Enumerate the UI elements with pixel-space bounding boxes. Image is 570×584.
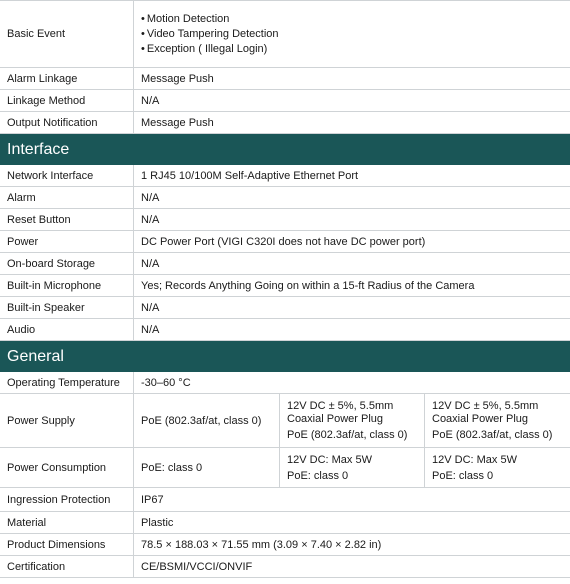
- row-value: N/A: [141, 323, 160, 336]
- row-label: Power Supply: [0, 394, 134, 447]
- row-label: Built-in Microphone: [0, 275, 134, 296]
- row-label: Alarm Linkage: [0, 68, 134, 89]
- power-supply-col2: [279, 394, 424, 447]
- row-label: Basic Event: [0, 1, 134, 67]
- table-row: [0, 231, 570, 253]
- power-supply-col3: [424, 394, 570, 447]
- list-item: • Video Tampering Detection: [141, 28, 279, 40]
- table-row-output-notification: [0, 112, 570, 134]
- row-value: N/A: [141, 257, 160, 270]
- row-value: CE/BSMI/VCCI/ONVIF: [141, 560, 253, 573]
- cell-text: 12V DC: Max 5W: [287, 453, 372, 466]
- section-header-general: General: [0, 341, 570, 372]
- row-label: Material: [0, 512, 134, 533]
- cell-text: 12V DC ± 5%, 5.5mm: [432, 400, 539, 412]
- table-row-power-consumption: [0, 448, 570, 488]
- table-row-operating-temperature: [0, 372, 570, 394]
- section-header-interface: Interface: [0, 134, 570, 165]
- table-row: [0, 319, 570, 341]
- cell-text: 12V DC: Max 5W: [432, 453, 517, 466]
- power-consumption-col1: [134, 448, 279, 487]
- row-value: N/A: [141, 301, 160, 314]
- cell-text: 12V DC ± 5%, 5.5mm: [287, 400, 394, 412]
- cell-text: PoE (802.3af/at, class 0): [287, 429, 408, 441]
- power-supply-col1: [134, 394, 279, 447]
- table-row-basic-event: [0, 0, 570, 68]
- table-row: [0, 556, 570, 578]
- row-label: Power: [0, 231, 134, 252]
- cell-text: PoE: class 0: [432, 469, 494, 482]
- power-consumption-col2: [279, 448, 424, 487]
- row-label: Alarm: [0, 187, 134, 208]
- cell-text: PoE (802.3af/at, class 0): [432, 429, 553, 441]
- cell-text: Coaxial Power Plug: [287, 413, 383, 425]
- list-item: • Motion Detection: [141, 13, 229, 25]
- row-value: IP67: [141, 493, 164, 506]
- cell-text: PoE: class 0: [287, 469, 349, 482]
- table-row: [0, 275, 570, 297]
- row-value: 1 RJ45 10/100M Self-Adaptive Ethernet Port: [141, 169, 359, 182]
- row-value-list: [134, 1, 570, 67]
- row-value: Message Push: [141, 72, 214, 85]
- table-row: [0, 209, 570, 231]
- table-row: [0, 165, 570, 187]
- row-value: DC Power Port (VIGI C320I does not have DC power port): [141, 235, 426, 248]
- table-row: [0, 253, 570, 275]
- table-row: [0, 297, 570, 319]
- cell-text: Coaxial Power Plug: [432, 413, 528, 425]
- row-label: On-board Storage: [0, 253, 134, 274]
- row-label: Power Consumption: [0, 448, 134, 487]
- table-row-alarm-linkage: [0, 68, 570, 90]
- row-label: Audio: [0, 319, 134, 340]
- row-value: N/A: [141, 191, 160, 204]
- row-label: Product Dimensions: [0, 534, 134, 555]
- row-label: Operating Temperature: [0, 372, 134, 393]
- list-item: • Exception ( Illegal Login): [141, 43, 267, 55]
- row-value: 78.5 × 188.03 × 71.55 mm (3.09 × 7.40 × 2.82 in): [141, 538, 382, 551]
- power-consumption-col3: [424, 448, 570, 487]
- table-row: [0, 534, 570, 556]
- row-value: N/A: [141, 213, 160, 226]
- table-row-power-supply: [0, 394, 570, 448]
- row-label: Output Notification: [0, 112, 134, 133]
- cell-text: PoE: class 0: [141, 461, 203, 474]
- row-label: Certification: [0, 556, 134, 577]
- row-value: Yes; Records Anything Going on within a 15-ft Radius of the Camera: [141, 279, 475, 292]
- row-value: Message Push: [141, 116, 214, 129]
- row-value: -30–60 °C: [141, 376, 191, 389]
- row-label: Reset Button: [0, 209, 134, 230]
- table-row-linkage-method: [0, 90, 570, 112]
- row-value: N/A: [141, 94, 160, 107]
- table-row: [0, 512, 570, 534]
- table-row: [0, 187, 570, 209]
- row-label: Ingression Protection: [0, 488, 134, 511]
- row-label: Network Interface: [0, 165, 134, 186]
- row-value: Plastic: [141, 516, 174, 529]
- table-row: [0, 488, 570, 512]
- row-label: Built-in Speaker: [0, 297, 134, 318]
- row-label: Linkage Method: [0, 90, 134, 111]
- cell-text: PoE (802.3af/at, class 0): [141, 414, 262, 427]
